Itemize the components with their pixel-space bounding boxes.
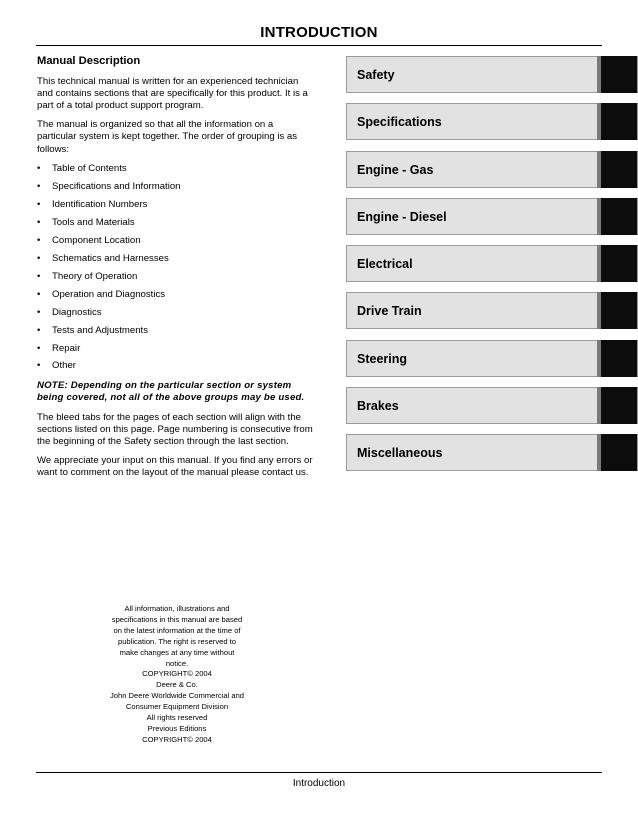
copyright-line: All information, illustrations and: [124, 604, 230, 613]
bleed-tab: [601, 103, 637, 140]
manual-description: [37, 55, 315, 486]
tab-label: Miscellaneous: [357, 446, 443, 461]
copyright-line: All rights reserved: [146, 713, 208, 723]
copyright-line: notice.: [165, 658, 189, 668]
tab-miscellaneous[interactable]: [346, 434, 638, 471]
group-list: [37, 163, 315, 373]
copyright-line: publication. The right is reserved to: [117, 636, 237, 646]
page-footer: [0, 778, 638, 789]
tab-safety[interactable]: [346, 56, 638, 93]
bleed-tab: [601, 56, 637, 93]
bleed-tab: [601, 340, 637, 377]
bleed-tab: [601, 292, 637, 329]
footer-label: Introduction: [292, 778, 346, 789]
tab-label: Steering: [357, 351, 408, 366]
bleed-tab: [601, 198, 637, 235]
list-item: • Theory of Operation: [37, 271, 315, 283]
organization-paragraph: The manual is organized so that all the information on a particular system is kept together. The order of grouping is as follows:: [37, 119, 298, 155]
copyright-line: John Deere Worldwide Commercial and: [109, 691, 245, 701]
section-tabs: [346, 56, 638, 482]
list-item: • Repair: [37, 343, 315, 355]
copyright-line: Consumer Equipment Division: [125, 702, 229, 712]
bleed-tab: [601, 151, 637, 188]
tab-label: Specifications: [357, 115, 442, 130]
tab-electrical[interactable]: [346, 245, 638, 282]
copyright-line: Previous Editions: [147, 723, 207, 733]
intro-paragraph: This technical manual is written for an experienced technician and contains sections that are specifically for this product. It is a part of a total product support program.: [37, 76, 308, 112]
tab-label: Engine - Gas: [357, 162, 434, 177]
copyright-line: make changes at any time without: [119, 647, 235, 657]
list-item: • Component Location: [37, 235, 315, 247]
copyright-line: on the latest information at the time of: [113, 625, 241, 635]
list-item: • Diagnostics: [37, 307, 315, 319]
list-item: • Specifications and Information: [37, 181, 315, 193]
bleed-tab: [601, 245, 637, 282]
bleed-tabs-paragraph: The bleed tabs for the pages of each section will align with the sections listed on this page. Page numbering is consecutive from the beginning of the Safety section through the last section.: [37, 411, 313, 447]
tab-label: Engine - Diesel: [357, 209, 447, 224]
list-item: • Operation and Diagnostics: [37, 289, 315, 301]
footer-rule: [36, 772, 602, 773]
copyright-line: specifications in this manual are based: [111, 614, 243, 624]
list-item: • Tools and Materials: [37, 217, 315, 229]
tab-engine-diesel[interactable]: [346, 198, 638, 235]
tab-drive-train[interactable]: [346, 292, 638, 329]
tab-brakes[interactable]: [346, 387, 638, 424]
header-rule: [36, 45, 602, 46]
tab-label: Brakes: [357, 399, 399, 414]
copyright-line: COPYRIGHT© 2004: [142, 669, 212, 679]
bleed-tab: [601, 387, 637, 424]
copyright-line: Deere & Co.: [156, 680, 198, 690]
tab-label: Electrical: [357, 257, 413, 272]
list-item: • Schematics and Harnesses: [37, 253, 315, 265]
copyright-notice: [95, 604, 259, 746]
section-heading: Manual Description: [37, 55, 141, 67]
copyright-line: COPYRIGHT© 2004: [142, 734, 212, 744]
list-item: • Identification Numbers: [37, 199, 315, 211]
bleed-tab: [601, 434, 637, 471]
list-item: • Table of Contents: [37, 163, 315, 175]
tab-engine-gas[interactable]: [346, 151, 638, 188]
list-item: • Tests and Adjustments: [37, 325, 315, 337]
list-item: • Other: [37, 360, 315, 372]
tab-steering[interactable]: [346, 340, 638, 377]
tab-label: Safety: [357, 68, 395, 82]
tab-specifications[interactable]: [346, 103, 638, 140]
feedback-paragraph: We appreciate your input on this manual. If you find any errors or want to comment on the layout of the manual please contact us.: [37, 455, 313, 479]
tab-label: Drive Train: [357, 304, 422, 319]
page-title: INTRODUCTION: [260, 24, 378, 41]
note-text: NOTE: Depending on the particular section or system being covered, not all of the above groups may be used.: [37, 379, 305, 403]
